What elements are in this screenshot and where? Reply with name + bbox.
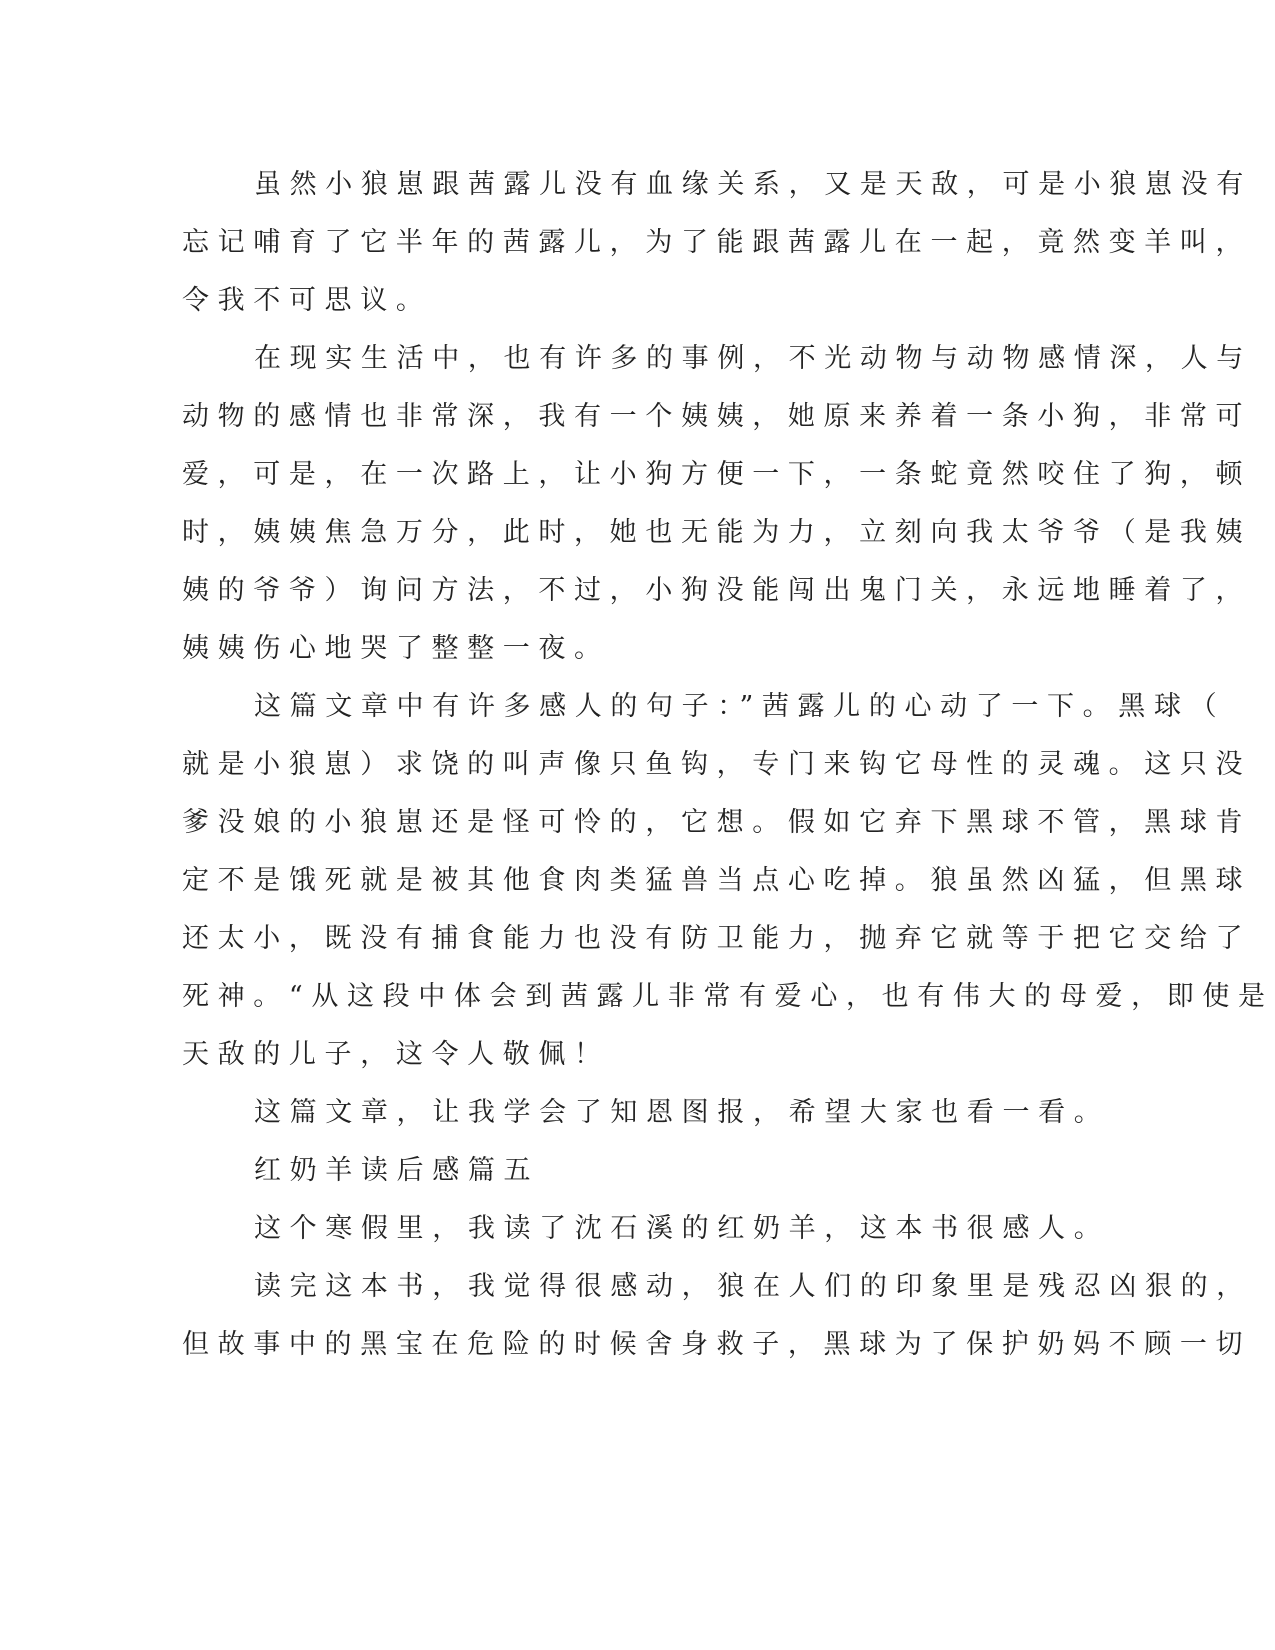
paragraph-1 bbox=[182, 156, 1252, 330]
text-line: 姨姨伤心地哭了整整一夜。 bbox=[182, 633, 610, 664]
text-line: 虽然小狼崽跟茜露儿没有血缘关系，又是天敌，可是小狼崽没有 bbox=[254, 169, 1252, 200]
paragraph-5 bbox=[182, 1200, 1110, 1258]
text-line: 读完这本书，我觉得很感动，狼在人们的印象里是残忍凶狠的， bbox=[254, 1271, 1252, 1302]
text-line: 天敌的儿子，这令人敬佩！ bbox=[182, 1039, 610, 1070]
text-line: 死神。“从这段中体会到茜露儿非常有爱心，也有伟大的母爱，即使是 bbox=[182, 981, 1274, 1012]
text-line: 定不是饿死就是被其他食肉类猛兽当点心吃掉。狼虽然凶猛，但黑球 bbox=[182, 865, 1252, 896]
section-heading bbox=[182, 1142, 1032, 1200]
text-line: 忘记哺育了它半年的茜露儿，为了能跟茜露儿在一起，竟然变羊叫， bbox=[182, 227, 1252, 258]
text-line: 这篇文章中有许多感人的句子：”茜露儿的心动了一下。黑球（ bbox=[254, 691, 1226, 722]
paragraph-3 bbox=[182, 678, 1274, 1084]
text-line: 动物的感情也非常深，我有一个姨姨，她原来养着一条小狗，非常可 bbox=[182, 401, 1252, 432]
paragraph-4 bbox=[182, 1084, 1110, 1142]
document-body bbox=[182, 156, 1274, 1374]
text-line: 还太小，既没有捕食能力也没有防卫能力，抛弃它就等于把它交给了 bbox=[182, 923, 1252, 954]
text-line: 爱，可是，在一次路上，让小狗方便一下，一条蛇竟然咬住了狗，顿 bbox=[182, 459, 1252, 490]
paragraph-2 bbox=[182, 330, 1252, 678]
paragraph-6 bbox=[182, 1258, 1252, 1374]
text-line: 姨的爷爷）询问方法，不过，小狗没能闯出鬼门关，永远地睡着了， bbox=[182, 575, 1252, 606]
text-line: 就是小狼崽）求饶的叫声像只鱼钩，专门来钩它母性的灵魂。这只没 bbox=[182, 749, 1252, 780]
section-title: 红奶羊读后感篇五 bbox=[254, 1155, 540, 1186]
text-line: 时，姨姨焦急万分，此时，她也无能为力，立刻向我太爷爷（是我姨 bbox=[182, 517, 1252, 548]
text-line: 这个寒假里，我读了沈石溪的红奶羊，这本书很感人。 bbox=[254, 1213, 1110, 1244]
text-line: 但故事中的黑宝在危险的时候舍身救子，黑球为了保护奶妈不顾一切 bbox=[182, 1329, 1252, 1360]
text-line: 这篇文章，让我学会了知恩图报，希望大家也看一看。 bbox=[254, 1097, 1110, 1128]
text-line: 令我不可思议。 bbox=[182, 285, 432, 316]
text-line: 在现实生活中，也有许多的事例，不光动物与动物感情深，人与 bbox=[254, 343, 1252, 374]
text-line: 爹没娘的小狼崽还是怪可怜的，它想。假如它弃下黑球不管，黑球肯 bbox=[182, 807, 1252, 838]
